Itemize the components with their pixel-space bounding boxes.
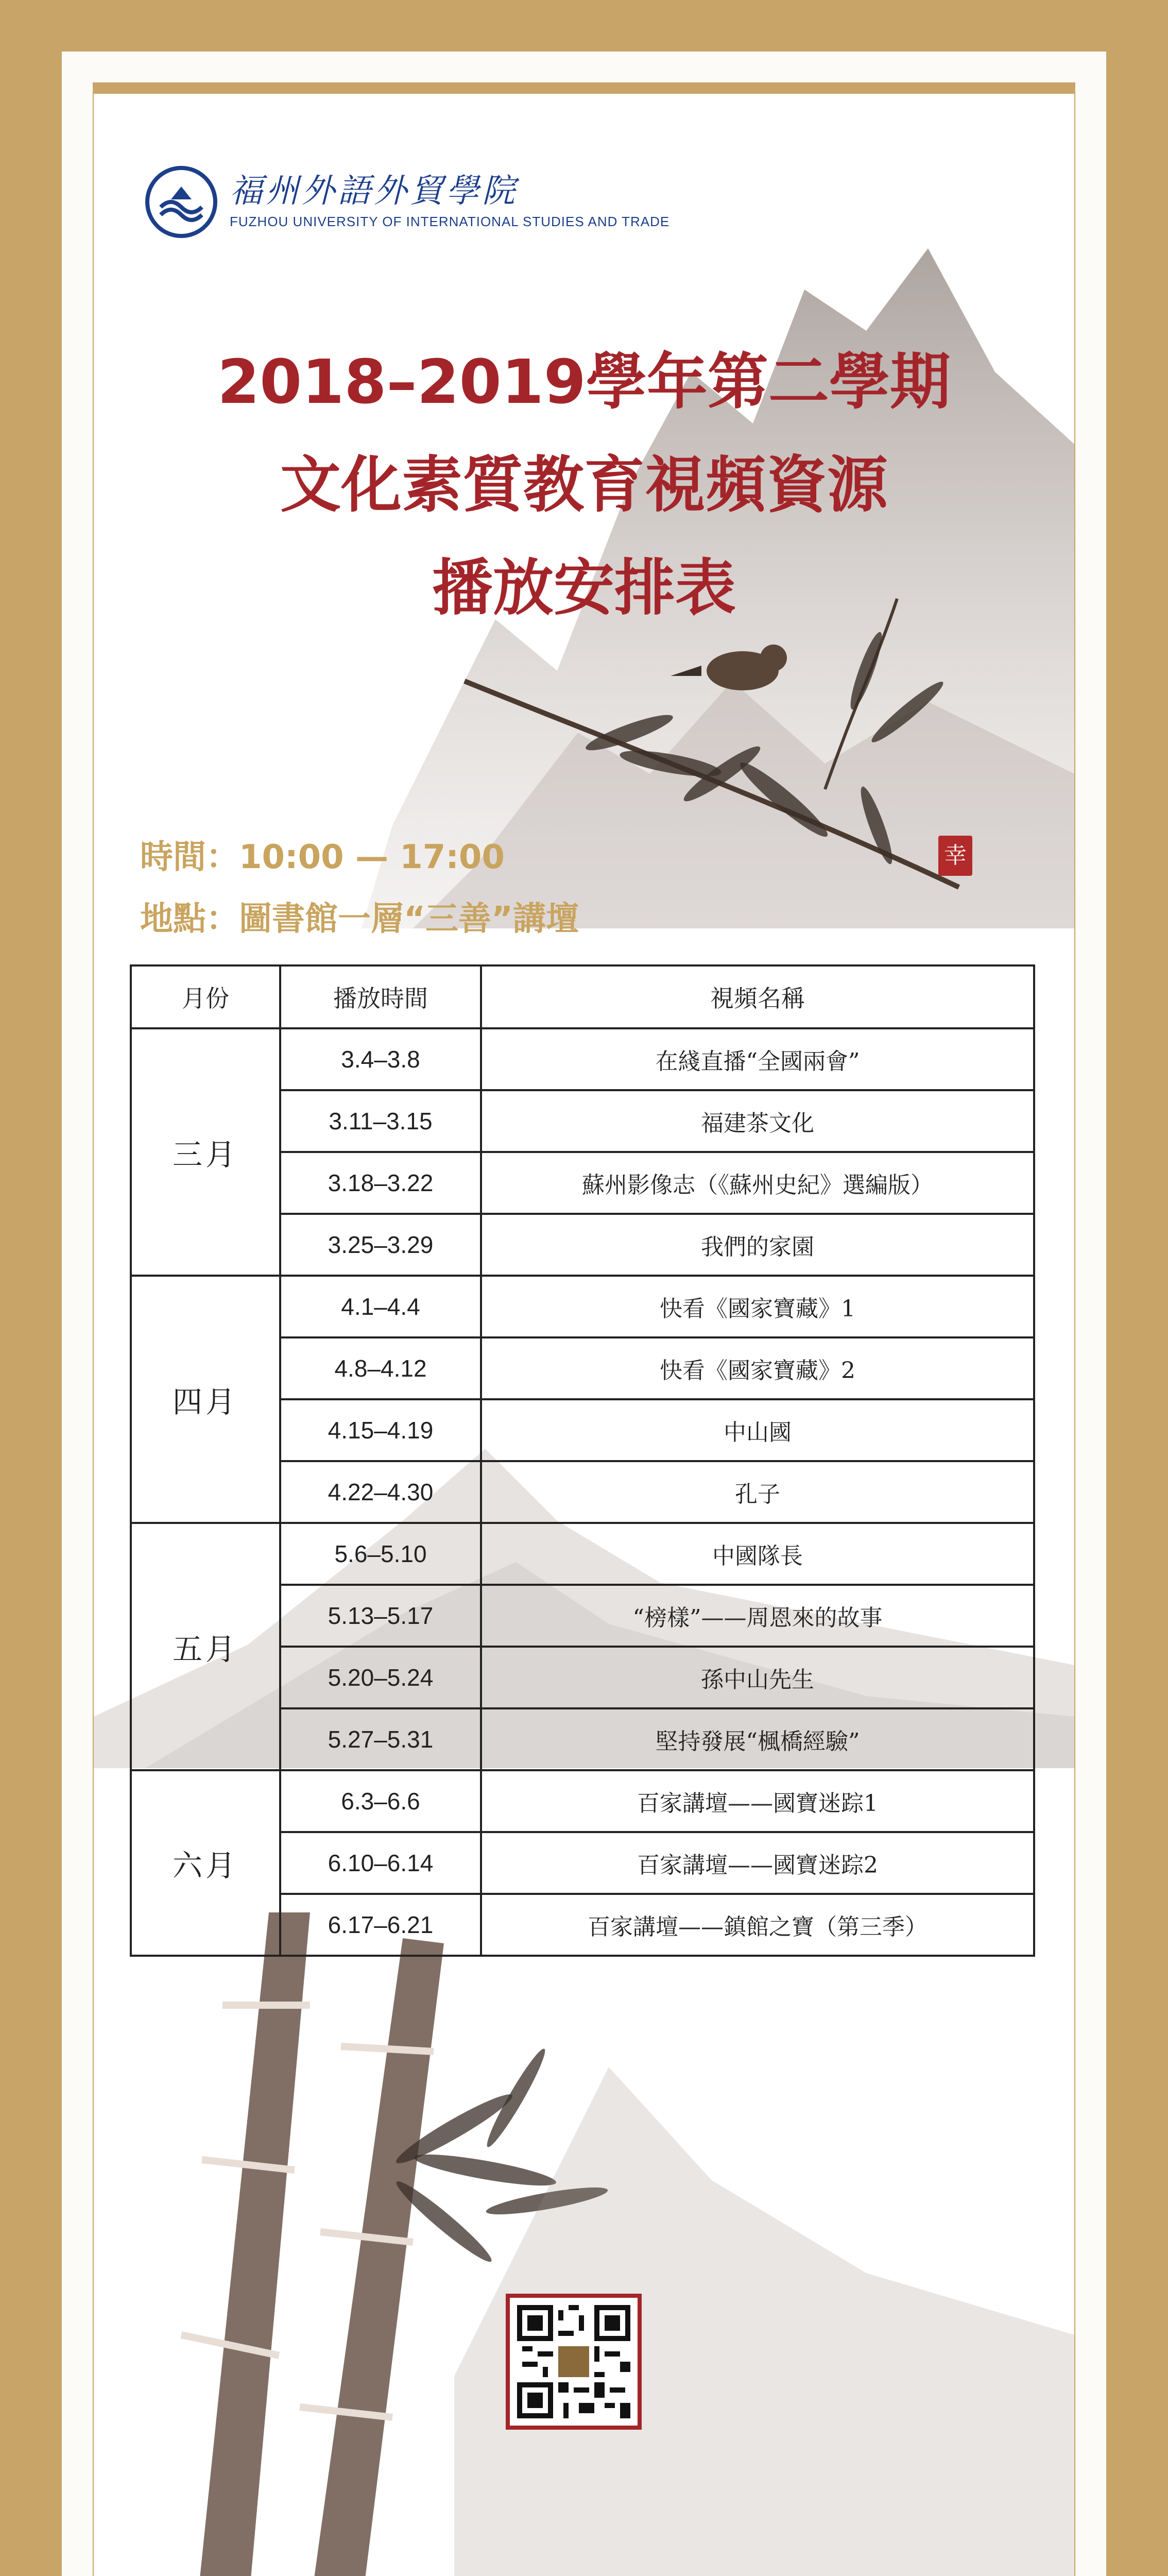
month-cell: 六月 [131, 1770, 280, 1956]
red-seal-stamp: 幸 [938, 836, 972, 876]
event-time: 時間：10:00 — 17:00 [140, 838, 505, 876]
video-name-cell: 快看《國家寶藏》2 [481, 1337, 1034, 1399]
date-cell: 3.25–3.29 [280, 1214, 481, 1276]
schedule-table [130, 964, 1035, 1957]
event-location: 地點：圖書館一層“三善”講壇 [140, 900, 579, 938]
video-name-cell: “榜樣”——周恩來的故事 [481, 1585, 1034, 1647]
date-cell: 5.6–5.10 [280, 1523, 481, 1585]
date-cell: 3.18–3.22 [280, 1152, 481, 1214]
video-name-cell: 快看《國家寶藏》1 [481, 1276, 1034, 1337]
table-row [131, 1523, 1034, 1585]
school-logo [145, 166, 669, 238]
header-video-name: 視頻名稱 [481, 965, 1034, 1028]
video-name-cell: 孫中山先生 [481, 1647, 1034, 1708]
date-cell: 5.20–5.24 [280, 1647, 481, 1708]
date-cell: 4.8–4.12 [280, 1337, 481, 1399]
bamboo-illustration [94, 1912, 1074, 2576]
date-cell: 6.17–6.21 [280, 1894, 481, 1956]
school-name-cn: 福州外語外貿學院 [230, 172, 518, 210]
video-name-cell: 百家講壇——國寶迷踪2 [481, 1832, 1034, 1894]
video-name-cell: 孔子 [481, 1461, 1034, 1523]
ink-mountain-top-illustration [362, 156, 1074, 928]
video-name-cell: 在綫直播“全國兩會” [481, 1028, 1034, 1090]
video-name-cell: 蘇州影像志（《蘇州史紀》選編版） [481, 1152, 1034, 1214]
table-header-row [131, 965, 1034, 1028]
month-cell: 三月 [131, 1028, 280, 1276]
qr-code[interactable] [506, 2294, 642, 2430]
date-cell: 6.10–6.14 [280, 1832, 481, 1894]
month-cell: 四月 [131, 1276, 280, 1523]
date-cell: 3.11–3.15 [280, 1090, 481, 1152]
video-name-cell: 堅持發展“楓橋經驗” [481, 1708, 1034, 1770]
video-name-cell: 中國隊長 [481, 1523, 1034, 1585]
date-cell: 5.13–5.17 [280, 1585, 481, 1647]
video-name-cell: 百家講壇——國寶迷踪1 [481, 1770, 1034, 1832]
date-cell: 4.1–4.4 [280, 1276, 481, 1337]
table-row [131, 1276, 1034, 1337]
header-date: 播放時間 [280, 965, 481, 1028]
title-line-3: 播放安排表 [432, 552, 736, 623]
qr-code-icon [517, 2305, 630, 2418]
video-name-cell: 福建茶文化 [481, 1090, 1034, 1152]
date-cell: 4.22–4.30 [280, 1461, 481, 1523]
date-cell: 4.15–4.19 [280, 1399, 481, 1461]
video-name-cell: 百家講壇——鎮館之寶（第三季） [481, 1894, 1034, 1956]
title-line-2: 文化素質教育視頻資源 [280, 449, 888, 520]
video-name-cell: 中山國 [481, 1399, 1034, 1461]
poster-content [94, 94, 1074, 2576]
date-cell: 5.27–5.31 [280, 1708, 481, 1770]
table-row [131, 1028, 1034, 1090]
title-line-1: 2018–2019學年第二學期 [217, 346, 951, 417]
table-row [131, 1770, 1034, 1832]
header-month: 月份 [131, 965, 280, 1028]
month-cell: 五月 [131, 1523, 280, 1770]
school-emblem-icon [145, 166, 217, 238]
date-cell: 6.3–6.6 [280, 1770, 481, 1832]
video-name-cell: 我們的家園 [481, 1214, 1034, 1276]
school-name-en: FUZHOU UNIVERSITY OF INTERNATIONAL STUDIES AND TRADE [230, 213, 670, 229]
date-cell: 3.4–3.8 [280, 1028, 481, 1090]
